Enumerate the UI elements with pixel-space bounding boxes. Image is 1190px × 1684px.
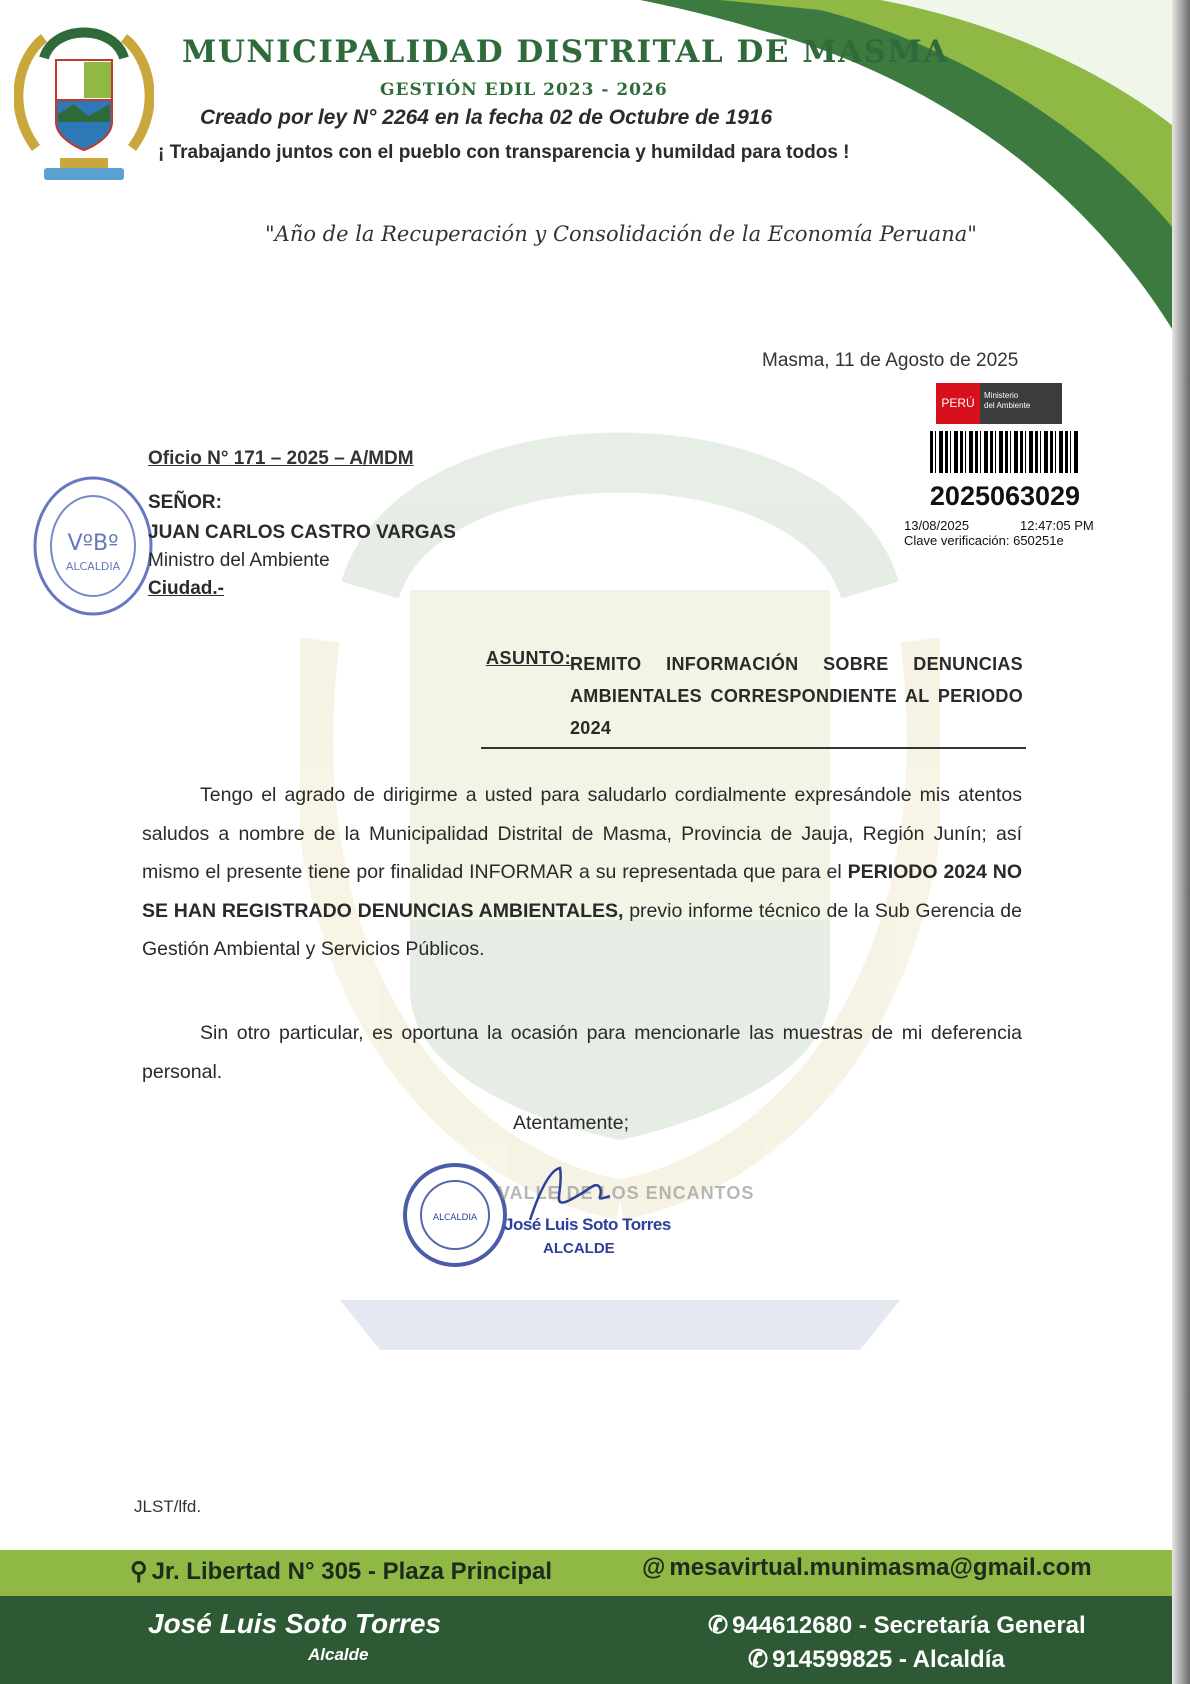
footer-phone-2-text: 914599825 - Alcaldía <box>772 1646 1005 1673</box>
phone-icon: ✆ <box>748 1646 769 1673</box>
peru-label: PERÚ <box>936 383 980 424</box>
svg-text:ALCALDIA: ALCALDIA <box>432 1213 478 1223</box>
footer-mayor-name: José Luis Soto Torres <box>148 1608 442 1639</box>
closing-line: Atentamente; <box>513 1112 629 1134</box>
subject-label: ASUNTO: <box>486 648 572 668</box>
registration-code: 2025063029 <box>929 481 1081 511</box>
signer-role: ALCALDE <box>543 1240 615 1257</box>
municipality-title: MUNICIPALIDAD DISTRITAL DE MASMA <box>182 34 949 70</box>
municipal-logo <box>14 18 154 194</box>
creation-law-line: Creado por ley N° 2264 en la fecha 02 de Octubre de 1916 <box>200 106 773 129</box>
gestion-subtitle: GESTIÓN EDIL 2023 - 2026 <box>380 80 668 100</box>
body-paragraph-2: Sin otro particular, es oportuna la ocasión para mencionarle las muestras de mi deferencia personal. <box>142 1022 1022 1083</box>
svg-text:VºBº: VºBº <box>67 531 119 556</box>
ministry-banner <box>936 383 1062 424</box>
year-name-line: "Año de la Recuperación y Consolidación de la Economía Peruana" <box>265 222 977 246</box>
recipient-city: Ciudad.- <box>148 578 224 599</box>
oficio-number: Oficio N° 171 – 2025 – A/MDM <box>148 448 414 469</box>
at-sign-icon: @ <box>642 1554 666 1581</box>
body-p1-text-a: Tengo el agrado de dirigirme a usted para saludarlo cordialmente expresándole mis atentos saludos a nombre de la Municipalidad Distrital de Masma, Provincia de Jauja, Región Junín; así mismo el presente tiene por finalidad INFORMAR a su representada que para el <box>142 784 1022 883</box>
body-p1-text-b: previo informe técnico de la Sub Gerencia de Gestión Ambiental y Servicios Públicos. <box>142 899 1022 960</box>
verification-key: Clave verificación: 650251e <box>904 533 1064 548</box>
footer-address-text: Jr. Libertad N° 305 - Plaza Principal <box>151 1558 552 1585</box>
stamp-time: 12:47:05 PM <box>1020 518 1094 533</box>
ministry-label <box>984 391 1030 411</box>
alcaldia-round-seal <box>400 1160 510 1270</box>
recipient-salutation: SEÑOR: <box>148 492 222 513</box>
reception-stamp <box>892 383 1118 553</box>
motto-line: ¡ Trabajando juntos con el pueblo con transparencia y humildad para todos ! <box>158 142 850 163</box>
body-paragraph-1 <box>142 776 1022 969</box>
signature-overprint: VALLE DE LOS ENCANTOS <box>498 1183 755 1203</box>
stamp-date: 13/08/2025 <box>904 518 970 533</box>
footer-email <box>642 1554 1092 1582</box>
letter-date: Masma, 11 de Agosto de 2025 <box>762 350 1019 371</box>
signer-name: José Luis Soto Torres <box>504 1215 671 1234</box>
footer-address <box>130 1557 552 1586</box>
page-edge-shadow <box>1172 0 1190 1684</box>
svg-text:ALCALDIA: ALCALDIA <box>65 560 121 573</box>
location-pin-icon: ⚲ <box>130 1558 148 1585</box>
ministry-line-2: del Ambiente <box>984 401 1031 410</box>
body-p1-bold: PERIODO 2024 NO SE HAN REGISTRADO DENUNCIAS AMBIENTALES, <box>142 861 1022 922</box>
subject-text: REMITO INFORMACIÓN SOBRE DENUNCIAS AMBIENTALES CORRESPONDIENTE AL PERIODO 2024 <box>570 654 1023 738</box>
footer-email-text: mesavirtual.munimasma@gmail.com <box>669 1554 1092 1581</box>
ministry-line-1: Ministerio <box>984 391 1019 400</box>
recipient-position: Ministro del Ambiente <box>148 550 330 571</box>
footer-phone-1-text: 944612680 - Secretaría General <box>732 1612 1086 1639</box>
footer-mayor-role: Alcalde <box>308 1645 369 1664</box>
footer-phone-1 <box>708 1611 1086 1640</box>
vobo-seal <box>30 470 156 620</box>
phone-icon: ✆ <box>708 1612 729 1639</box>
reference-initials: JLST/lfd. <box>134 1497 202 1516</box>
recipient-name: JUAN CARLOS CASTRO VARGAS <box>148 522 456 543</box>
barcode-graphic <box>930 431 1080 473</box>
subject-divider <box>481 747 1026 749</box>
footer-phone-2 <box>748 1645 1005 1674</box>
